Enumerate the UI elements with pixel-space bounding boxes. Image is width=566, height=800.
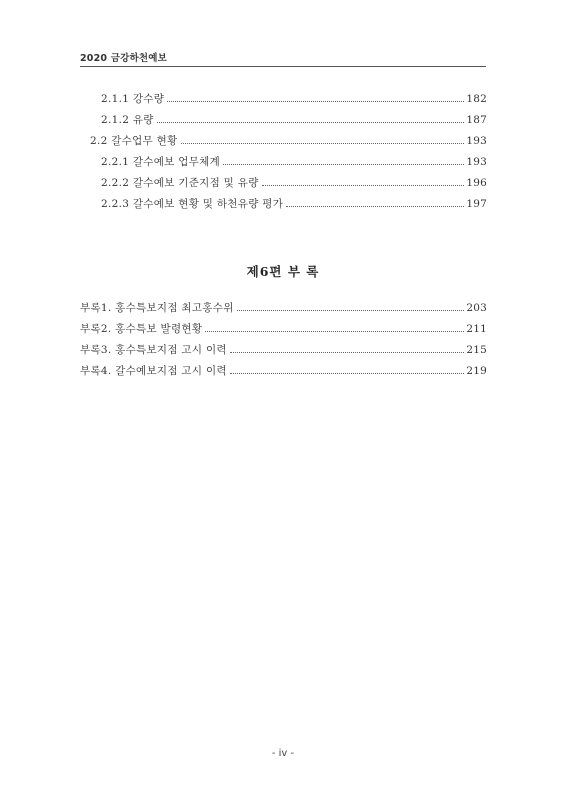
toc-entry-label: 2.2.1 갈수예보 업무체계 [101, 156, 221, 168]
toc-entry-page: 197 [466, 198, 487, 210]
toc-entry-appendix-3[interactable] [80, 343, 487, 357]
toc-entry-page: 215 [466, 344, 487, 356]
toc-entry-label: 부록1. 홍수특보지점 최고홍수위 [80, 302, 234, 314]
toc-entry-label: 부록2. 홍수특보 발령현황 [80, 323, 203, 335]
dot-leader [286, 206, 464, 207]
toc-entry-appendix-4[interactable] [80, 364, 487, 378]
toc-entry-page: 193 [466, 135, 487, 147]
toc-entry-2-2-3[interactable] [101, 197, 487, 211]
dot-leader [230, 352, 464, 353]
dot-leader [205, 331, 464, 332]
toc-entry-page: 182 [466, 93, 487, 105]
toc-entry-label: 부록4. 갈수예보지점 고시 이력 [80, 365, 227, 377]
toc-entry-2-1-2[interactable] [101, 113, 487, 127]
dot-leader [167, 101, 464, 102]
toc-entry-label: 2.1.1 강수량 [101, 93, 165, 105]
toc-entry-2-2[interactable] [90, 134, 487, 148]
toc-entry-appendix-2[interactable] [80, 322, 487, 336]
toc-entry-2-2-2[interactable] [101, 176, 487, 190]
toc-entry-label: 2.2 갈수업무 현황 [90, 135, 178, 147]
dot-leader [223, 164, 464, 165]
toc-entry-page: 193 [466, 156, 487, 168]
toc-entry-page: 187 [466, 114, 487, 126]
toc-entry-label: 부록3. 홍수특보지점 고시 이력 [80, 344, 227, 356]
toc-entry-page: 196 [466, 177, 487, 189]
toc-entry-page: 211 [466, 323, 487, 335]
toc-entry-appendix-1[interactable] [80, 301, 487, 315]
dot-leader [262, 185, 465, 186]
toc-entry-page: 203 [466, 302, 487, 314]
page-number: - iv - [271, 748, 295, 759]
toc-entry-2-2-1[interactable] [101, 155, 487, 169]
part-title: 제6편 부 록 [246, 264, 320, 279]
toc-entry-label: 2.2.2 갈수예보 기준지점 및 유량 [101, 177, 259, 189]
toc-entry-page: 219 [466, 365, 487, 377]
dot-leader [181, 143, 465, 144]
dot-leader [237, 310, 465, 311]
dot-leader [230, 373, 464, 374]
header-title: 2020 금강하천예보 [80, 53, 168, 64]
dot-leader [157, 122, 465, 123]
page-header [80, 50, 486, 67]
toc-entry-label: 2.1.2 유량 [101, 114, 154, 126]
toc-entry-2-1-1[interactable] [101, 92, 487, 106]
toc-entry-label: 2.2.3 갈수예보 현황 및 하천유량 평가 [101, 198, 284, 210]
